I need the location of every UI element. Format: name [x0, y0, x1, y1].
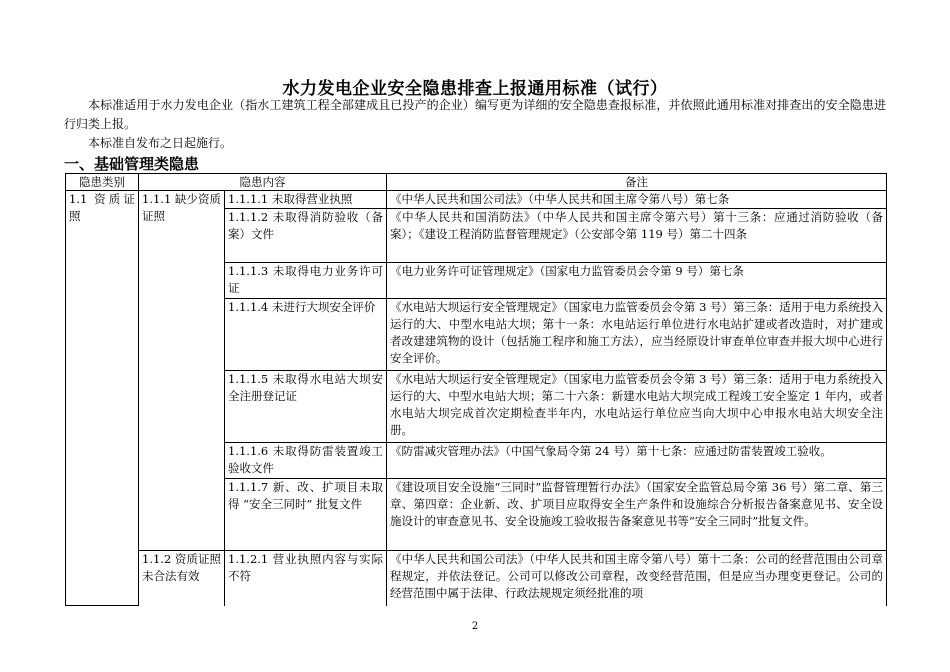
table-row	[66, 551, 887, 606]
hazard-table	[65, 173, 887, 606]
content-cell: 1.1.1.3 未取得电力业务许可证	[225, 263, 387, 299]
content-cell: 1.1.1.5 未取得水电站大坝安全注册登记证	[225, 371, 387, 443]
content-cell: 1.1.1.1 未取得营业执照	[225, 191, 387, 209]
subcategory-cell: 1.1.2 资质证照未合法有效	[139, 551, 225, 606]
table-header-row	[66, 174, 887, 191]
note-cell: 《电力业务许可证管理规定》（国家电力监管委员会令第 9 号）第七条	[387, 263, 887, 299]
header-note: 备注	[387, 174, 887, 191]
note-cell: 《中华人民共和国公司法》（中华人民共和国主席令第八号）第十二条：公司的经营范围由公司章程规定，并依法登记。公司可以修改公司章程，改变经营范围，但是应当办理变更登记。公司的经营范围中属于法律、行政法规规定须经批准的项	[387, 551, 887, 606]
content-cell: 1.1.2.1 营业执照内容与实际不符	[225, 551, 387, 606]
note-cell: 《防雷减灾管理办法》（中国气象局令第 24 号）第十七条：应通过防雷装置竣工验收。	[387, 443, 887, 479]
intro-paragraphs	[64, 96, 886, 153]
intro-paragraph: 本标准适用于水力发电企业（指水工建筑工程全部建成且已投产的企业）编写更为详细的安全隐患查报标准，并依照此通用标准对排查出的安全隐患进行归类上报。	[64, 98, 886, 131]
note-cell: 《水电站大坝运行安全管理规定》（国家电力监管委员会令第 3 号）第三条：适用于电力系统投入运行的大、中型水电站大坝；第二十六条：新建水电站大坝完成工程竣工安全鉴定 1 年内，或者水电站大坝完成首次定期检查半年内，水电站运行单位应当向大坝中心申报水电站大坝安全注册。	[387, 371, 887, 443]
category-cell: 1.1 资质证照	[66, 191, 139, 606]
content-cell: 1.1.1.4 未进行大坝安全评价	[225, 299, 387, 371]
note-cell: 《建设项目安全设施“三同时”监督管理暂行办法》（国家安全监管总局令第 36 号）第二章、第三章、第四章：企业新、改、扩项目应取得安全生产条件和设施综合分析报告备案意见书、安全设施设计的审查意见书、安全设施竣工验收报告备案意见书等“安全三同时”批复文件。	[387, 479, 887, 551]
header-category: 隐患类别	[66, 174, 139, 191]
note-cell: 《水电站大坝运行安全管理规定》（国家电力监管委员会令第 3 号）第三条：适用于电力系统投入运行的大、中型水电站大坝；第十一条：水电站运行单位进行水电站扩建或者改造时，对扩建或者改建建筑物的设计（包括施工程序和施工方法），应当经原设计审查单位审查并报大坝中心进行安全评价。	[387, 299, 887, 371]
content-cell: 1.1.1.6 未取得防雷装置竣工验收文件	[225, 443, 387, 479]
header-content: 隐患内容	[139, 174, 387, 191]
content-cell: 1.1.1.2 未取得消防验收（备案）文件	[225, 209, 387, 263]
section-heading: 一、基础管理类隐患	[64, 155, 200, 173]
note-cell: 《中华人民共和国公司法》（中华人民共和国主席令第八号）第七条	[387, 191, 887, 209]
subcategory-cell: 1.1.1 缺少资质证照	[139, 191, 225, 551]
document-title: 水力发电企业安全隐患排查上报通用标准（试行）	[282, 79, 668, 99]
note-cell: 《中华人民共和国消防法》（中华人民共和国主席令第六号）第十三条：应通过消防验收（备案）；《建设工程消防监督管理规定》（公安部令第 119 号）第二十四条	[387, 209, 887, 263]
page-number: 2	[471, 621, 479, 632]
intro-paragraph: 本标准自发布之日起施行。	[88, 136, 233, 150]
table-row	[66, 191, 887, 209]
content-cell: 1.1.1.7 新、改、扩项目未取得 “安全三同时” 批复文件	[225, 479, 387, 551]
